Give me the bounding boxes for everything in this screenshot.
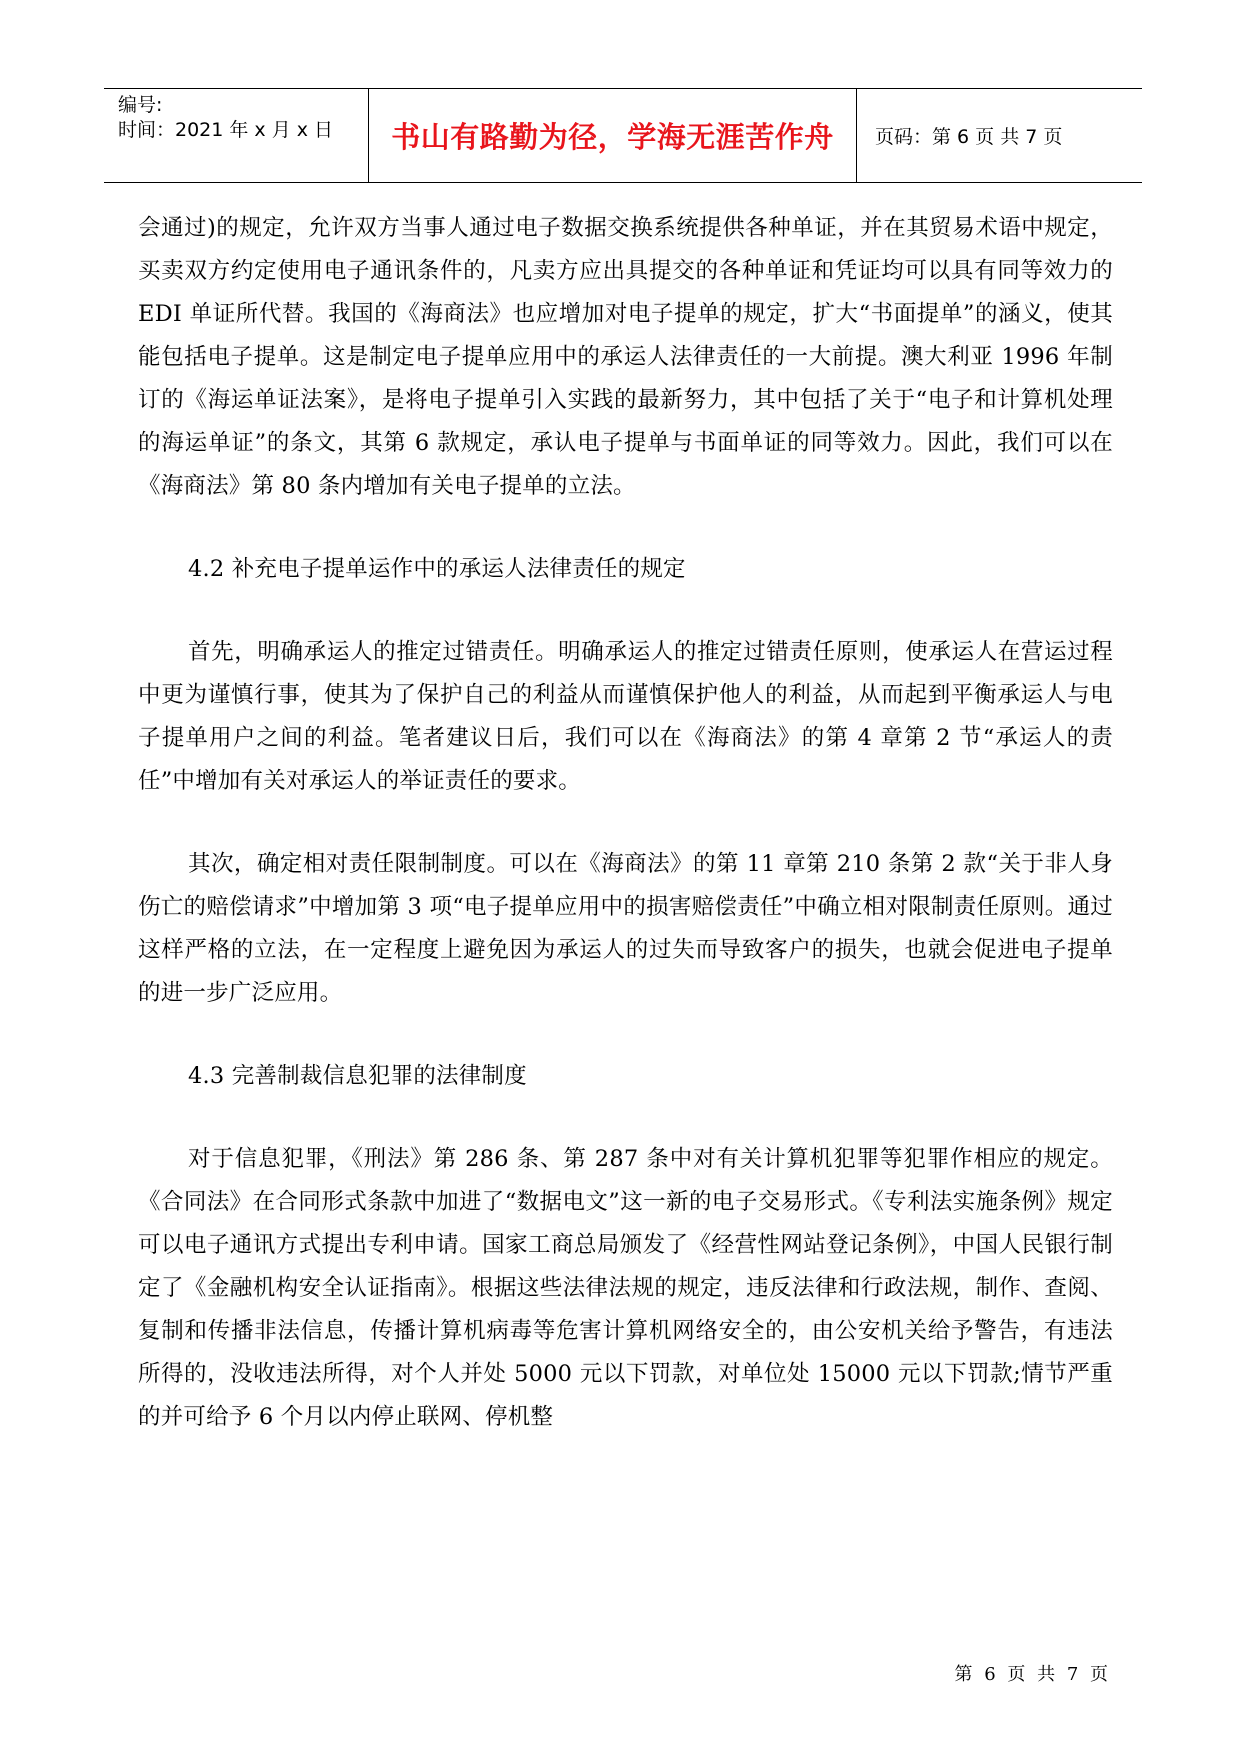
section-heading-4-3: 4.3 完善制裁信息犯罪的法律制度 <box>188 1063 527 1089</box>
document-body <box>138 207 1113 1439</box>
header-motto: 书山有路勤为径，学海无涯苦作舟 <box>391 120 834 154</box>
body-paragraph: 其次，确定相对责任限制制度。可以在《海商法》的第 11 章第 210 条第 2 款“关于非人身伤亡的赔偿请求”中增加第 3 项“电子提单应用中的损害赔偿责任”中确立相对限制责任原则。通过这样严格的立法，在一定程度上避免因为承运人的过失而导致客户的损失，也就会促进电子提单的进一步广泛应用。 <box>138 851 1113 1006</box>
body-paragraph: 首先，明确承运人的推定过错责任。明确承运人的推定过错责任原则，使承运人在营运过程中更为谨慎行事，使其为了保护自己的利益从而谨慎保护他人的利益，从而起到平衡承运人与电子提单用户之间的利益。笔者建议日后，我们可以在《海商法》的第 4 章第 2 节“承运人的责任”中增加有关对承运人的举证责任的要求。 <box>138 639 1113 794</box>
body-paragraph: 对于信息犯罪，《刑法》第 286 条、第 287 条中对有关计算机犯罪等犯罪作相应的规定。《合同法》在合同形式条款中加进了“数据电文”这一新的电子交易形式。《专利法实施条例》规定可以电子通讯方式提出专利申请。国家工商总局颁发了《经营性网站登记条例》，中国人民银行制定了《金融机构安全认证指南》。根据这些法律法规的规定，违反法律和行政法规，制作、查阅、复制和传播非法信息，传播计算机病毒等危害计算机网络安全的，由公安机关给予警告，有违法所得的，没收违法所得，对个人并处 5000 元以下罚款，对单位处 15000 元以下罚款;情节严重的并可给予 6 个月以内停止联网、停机整 <box>138 1146 1113 1430</box>
page-header <box>104 88 1142 183</box>
header-motto-cell <box>369 89 857 182</box>
body-paragraph-continued: 会通过)的规定，允许双方当事人通过电子数据交换系统提供各种单证，并在其贸易术语中规定，买卖双方约定使用电子通讯条件的，凡卖方应出具提交的各种单证和凭证均可以具有同等效力的 EDI 单证所代替。我国的《海商法》也应增加对电子提单的规定，扩大“书面提单”的涵义，使其能包括电子提单。这是制定电子提单应用中的承运人法律责任的一大前提。澳大利亚 1996 年制订的《海运单证法案》，是将电子提单引入实践的最新努力，其中包括了关于“电子和计算机处理的海运单证”的条文，其第 6 款规定，承认电子提单与书面单证的同等效力。因此，我们可以在《海商法》第 80 条内增加有关电子提单的立法。 <box>138 215 1113 499</box>
header-meta <box>104 89 369 182</box>
section-heading-4-2: 4.2 补充电子提单运作中的承运人法律责任的规定 <box>188 556 686 582</box>
document-time-label: 时间：2021 年 x 月 x 日 <box>118 119 334 141</box>
document-number-label: 编号: <box>118 94 163 116</box>
page-footer: 第 6 页 共 7 页 <box>954 1664 1111 1685</box>
header-page-cell <box>857 89 1142 182</box>
header-page-label: 页码：第 6 页 共 7 页 <box>875 126 1063 148</box>
